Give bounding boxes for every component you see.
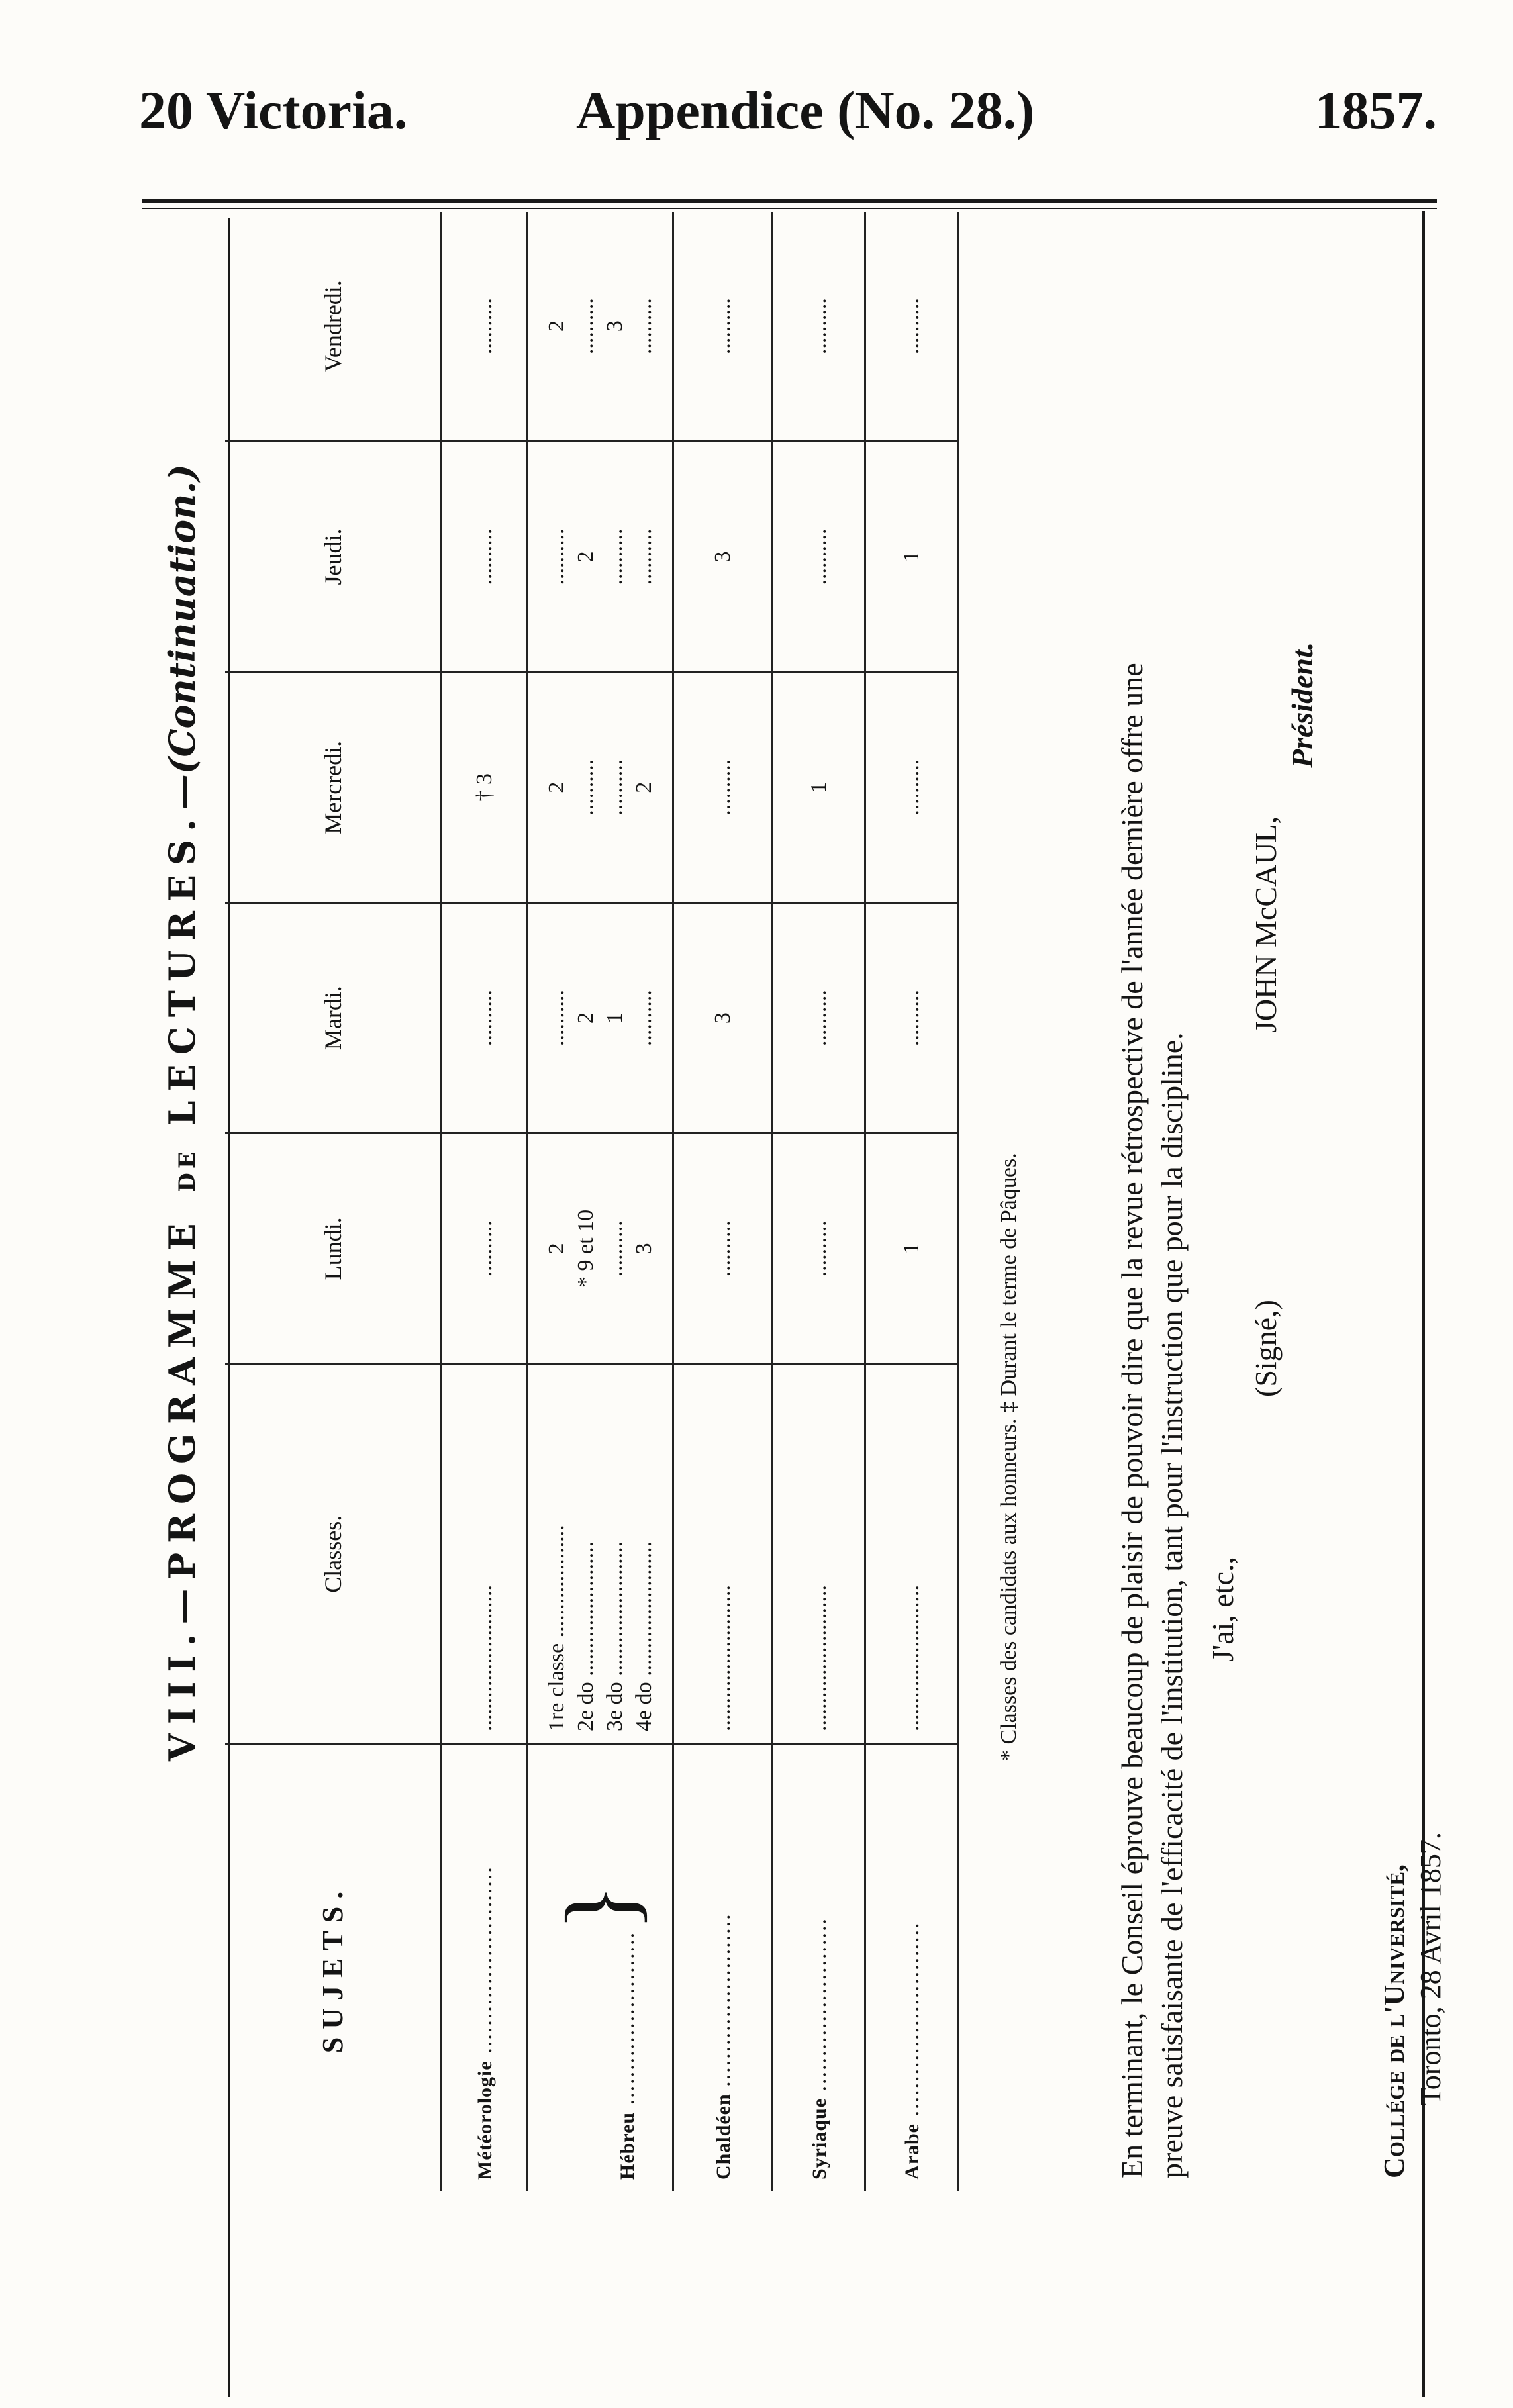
day-cell bbox=[865, 672, 958, 902]
subject-cell bbox=[528, 1744, 673, 2191]
day-value: 3 bbox=[710, 551, 735, 563]
day-value: .......... bbox=[806, 1220, 831, 1277]
title-continuation: —(Continuation.) bbox=[161, 464, 203, 810]
salutation: J'ai, etc., bbox=[1206, 1556, 1240, 1662]
day-value: 2 bbox=[544, 781, 569, 793]
day-cell bbox=[673, 672, 773, 902]
title-prefix: VIII.—PROGRAMME bbox=[161, 1214, 203, 1761]
day-value: .......... bbox=[602, 528, 627, 585]
paragraph-line: En terminant, le Conseil éprouve beaucoup de plaisir de pouvoir dire que la revue rétrospective de l'année dernière offre une bbox=[1115, 663, 1149, 2178]
closing-paragraph bbox=[1112, 218, 1192, 2178]
paragraph-line: preuve satisfaisante de l'efficacité de l'institution, tant pour l'instruction que pour la discipline. bbox=[1155, 1032, 1189, 2178]
subject-name: Météorologie bbox=[473, 2060, 496, 2180]
classes-cell bbox=[673, 1364, 773, 1744]
header-sujets: SUJETS. bbox=[225, 1744, 442, 2191]
day-cell bbox=[442, 902, 528, 1133]
subject-cell bbox=[442, 1744, 528, 2191]
header-mercredi: Mercredi. bbox=[225, 672, 442, 902]
subject-cell bbox=[865, 1744, 958, 2191]
place-date: Toronto, 28 Avril 1857. bbox=[1414, 1832, 1447, 2105]
day-value: .......... bbox=[471, 990, 497, 1047]
day-value: .......... bbox=[710, 759, 735, 816]
page-header bbox=[139, 79, 1437, 159]
day-value: 2 bbox=[544, 1243, 569, 1255]
day-cell bbox=[773, 212, 865, 442]
class-line: 1re classe .................... bbox=[544, 1525, 569, 1731]
leader-dots: ......................... bbox=[806, 1917, 831, 2098]
day-cell bbox=[528, 212, 673, 442]
leader-dots: ......................... bbox=[614, 1931, 639, 2112]
day-cell bbox=[673, 1133, 773, 1364]
header-year: 1857. bbox=[1314, 80, 1437, 140]
classes-cell bbox=[773, 1364, 865, 1744]
day-value: 1 bbox=[899, 1243, 924, 1255]
day-cell bbox=[528, 672, 673, 902]
subject-cell bbox=[773, 1744, 865, 2191]
signatory-name: JOHN McCAUL, bbox=[1249, 816, 1283, 1033]
day-value: 2 bbox=[631, 781, 656, 793]
header-jeudi: Jeudi. bbox=[225, 442, 442, 672]
header-classes: Classes. bbox=[225, 1364, 442, 1744]
day-cell bbox=[442, 1133, 528, 1364]
day-cell bbox=[442, 442, 528, 672]
signed-label: (Signé,) bbox=[1249, 1300, 1283, 1397]
day-value: .......... bbox=[710, 1220, 735, 1277]
table-row bbox=[865, 212, 958, 2191]
day-cell bbox=[673, 442, 773, 672]
table-row bbox=[673, 212, 773, 2191]
day-value: 1 bbox=[899, 551, 924, 563]
day-cell bbox=[673, 902, 773, 1133]
day-cell bbox=[865, 1133, 958, 1364]
day-value: .......... bbox=[899, 298, 924, 355]
signatory-title: Président. bbox=[1285, 642, 1319, 768]
day-cell bbox=[773, 672, 865, 902]
day-value: 2 bbox=[573, 551, 598, 563]
header-vendredi: Vendredi. bbox=[225, 212, 442, 442]
college-name: Collége de l'Université, bbox=[1378, 1864, 1410, 2178]
classes-cell bbox=[528, 1364, 673, 1744]
title-main: LECTURES. bbox=[161, 810, 203, 1126]
day-cell bbox=[773, 902, 865, 1133]
day-cell bbox=[773, 1133, 865, 1364]
day-value: 3 bbox=[710, 1012, 735, 1024]
day-value: .......... bbox=[471, 528, 497, 585]
header-mardi: Mardi. bbox=[225, 902, 442, 1133]
brace-glyph: } bbox=[545, 1883, 656, 1931]
lecture-programme-table bbox=[225, 212, 959, 2191]
subject-name: Syriaque bbox=[808, 2097, 830, 2180]
table-row bbox=[528, 212, 673, 2191]
class-line: 3e do ........................ bbox=[602, 1541, 627, 1731]
class-line: .......................... bbox=[899, 1584, 924, 1731]
day-value: 2 bbox=[573, 1012, 598, 1024]
class-line: .......................... bbox=[806, 1584, 831, 1731]
leader-dots: ............................ bbox=[899, 1921, 924, 2124]
day-value: .......... bbox=[710, 298, 735, 355]
subject-name: Hébreu bbox=[616, 2111, 638, 2180]
table-footnote: * Classes des candidats aux honneurs. ‡ Durant le terme de Pâques. bbox=[997, 1153, 1021, 1761]
day-value: .......... bbox=[631, 298, 656, 355]
day-value: .......... bbox=[544, 990, 569, 1047]
day-value: 3 bbox=[631, 1243, 656, 1255]
day-value: .......... bbox=[899, 990, 924, 1047]
day-value: .......... bbox=[471, 1220, 497, 1277]
classes-cell bbox=[442, 1364, 528, 1744]
day-value: † 3 bbox=[471, 773, 497, 802]
day-cell bbox=[528, 902, 673, 1133]
day-cell bbox=[673, 212, 773, 442]
classes-cell bbox=[865, 1364, 958, 1744]
table-header-row bbox=[225, 212, 442, 2191]
leader-dots: ........................... bbox=[471, 1866, 497, 2061]
class-line: .......................... bbox=[710, 1584, 735, 1731]
day-value: .......... bbox=[471, 298, 497, 355]
day-cell bbox=[442, 212, 528, 442]
day-value: 1 bbox=[602, 1012, 627, 1024]
day-value: .......... bbox=[806, 298, 831, 355]
class-line: 4e do ........................ bbox=[631, 1541, 656, 1731]
day-value: .......... bbox=[573, 298, 598, 355]
day-value: 1 bbox=[806, 781, 831, 793]
table-title bbox=[146, 464, 219, 1761]
header-appendix: Appendice (No. 28.) bbox=[576, 80, 1035, 140]
table-row bbox=[442, 212, 528, 2191]
header-rule bbox=[142, 199, 1437, 203]
day-cell bbox=[865, 902, 958, 1133]
header-session: 20 Victoria. bbox=[139, 80, 408, 140]
leader-dots: ......................... bbox=[710, 1913, 735, 2094]
day-value: .......... bbox=[631, 990, 656, 1047]
day-value: .......... bbox=[806, 990, 831, 1047]
day-cell bbox=[865, 212, 958, 442]
header-lundi: Lundi. bbox=[225, 1133, 442, 1364]
day-cell bbox=[773, 442, 865, 672]
day-value: .......... bbox=[602, 1220, 627, 1277]
day-cell bbox=[442, 672, 528, 902]
title-de: DE bbox=[174, 1147, 201, 1192]
day-value: .......... bbox=[602, 759, 627, 816]
day-value: .......... bbox=[573, 759, 598, 816]
subject-name: Arabe bbox=[901, 2123, 923, 2180]
day-value: .......... bbox=[544, 528, 569, 585]
class-line: 2e do ........................ bbox=[573, 1541, 598, 1731]
day-value: 2 bbox=[544, 320, 569, 332]
day-cell bbox=[865, 442, 958, 672]
day-value: * 9 et 10 bbox=[573, 1209, 598, 1288]
table-row bbox=[773, 212, 865, 2191]
subject-cell bbox=[673, 1744, 773, 2191]
day-value: .......... bbox=[806, 528, 831, 585]
day-cell bbox=[528, 442, 673, 672]
subject-name: Chaldéen bbox=[712, 2094, 734, 2180]
rotated-page-content bbox=[146, 205, 1447, 2191]
day-cell bbox=[528, 1133, 673, 1364]
day-value: .......... bbox=[631, 528, 656, 585]
day-value: .......... bbox=[899, 759, 924, 816]
class-line: .......................... bbox=[471, 1584, 497, 1731]
day-value: 3 bbox=[602, 320, 627, 332]
